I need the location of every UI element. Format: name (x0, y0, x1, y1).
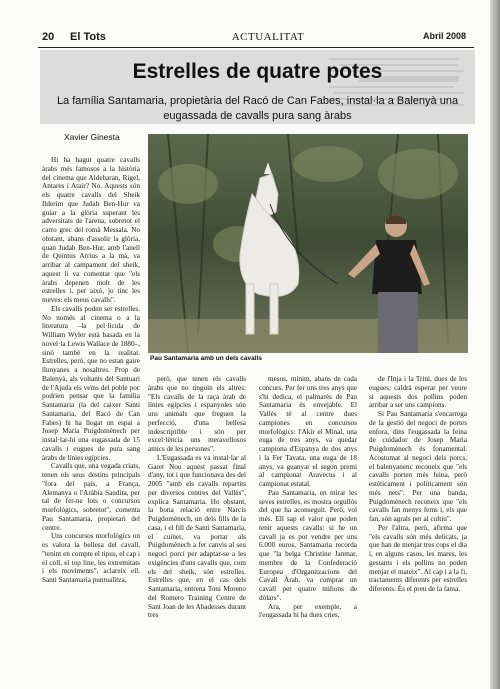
section-rubric: ACTUALITAT (231, 31, 305, 43)
paragraph: Pau Santamaria, en mirar les seves estrelles, es mostra orgullós del que ha aconseguit. Però, vol més. Ell sap el valor que poden tenir aquests cavalls: si he un cavall ja es pot vendre per uns 6.000 euros, Santamaria recorda que "la belga Christine Janmar, membre de la Confederació Europea d'Organitzacions del Cavall Àrab, va comprar un cavall per quatre milions de dòlars". (259, 488, 357, 602)
text-column-1 (42, 156, 140, 679)
article-subtitle: La família Santamaria, propietària del Racó de Can Fabes, instal·la a Balenyà una eugassada de cavalls pura sang àrabs (56, 95, 459, 122)
article-photo (148, 134, 468, 353)
publication-name: El Tots (70, 31, 106, 43)
photo-caption: Pau Santamaria amb un dels cavalls (150, 355, 262, 362)
text-column-4 (369, 375, 467, 679)
paragraph: L'Eugassada es va instal·lar al Garet Nou aquest passat final d'any, tot i que funcionava des del 2005 "amb els cavalls repartits per diversos centres del Vallès", explica Santamaria. Ho obstant, la bona relació entre Narcís Puigdomènech, un dels fills de la casa, i el fill de Santi Santamaria, el cuiner, va portar als Puigdomènech a fer canvis al seu negoci porcí per adaptar-se a les exigències d'uns cavalls que, com els del sheik, són estrelles. Estrelles que, en el cas dels Santamaria, entrena Toni Moreno del Romero Training Centre de Sant Joan de les Abadesses durant tres (148, 453, 246, 620)
paragraph: Ara, per exemple, a l'eugassada hi ha dues cries, (259, 602, 357, 620)
paragraph: però, que tenen els cavalls àrabs que no tinguin els altres: "Els cavalls de la raça àrab de línies egípcies i espanyoles són uns animals que freguen la perfecció, d'una bellesa indescriptible i són per excel·lència uns meravellosos amics de les persones". (148, 375, 246, 453)
paragraph: de l'Inja i la Trini, dues de les eugues; caldrà esperar per veure si aquests dos pollins poden arribar a ser uns campions. (369, 375, 467, 410)
header-rule (38, 47, 474, 48)
author-byline: Xavier Ginesta (64, 132, 120, 142)
paragraph: Hi ha hagut quatre cavalls àrabs més famosos a la història del cinema que Aldebaran, Rigel, Antares i Atair? No. Aquests són els quatre cavalls del Sheik Ilderim que Judah Ben-Hur va guiar a la glòria superant les adversitats de l'arena, sobretot el carro grec del romà Messala. No obstant, abans d'assolir la glòria, quan Judah Ben-Hur, amb l'anell de Quintus Arrius a la mà, va arribar al campament del sheik, aquest li va comentar que "els àrabs depenen molt de les estrelles i, per això, jo tinc les meves: els meus cavalls". (42, 156, 140, 304)
paragraph: Uns concursos morfològics on es valora la bellesa del cavall, "tenint en compte el tipus, el cap i el coll, el top line, les extremitats i els moviments", aclareix ell. Santi Santamaria puntualitza, (42, 532, 140, 584)
page-header (38, 30, 474, 46)
paragraph: Per l'altra, però, afirma que "els cavalls són més delicats, ja que han de menjar tres cops el dia i, en alguns casos, les mares, les gestants i els pollins no poden menjar el mateix". Al cap i a la fi, tractaments diferents per estrelles diferents. És el preu de la fama. (369, 523, 467, 593)
article-title: Estrelles de quatre potes (132, 60, 383, 83)
paragraph: mesos, mínim, abans de cada concurs. Per fer uns tres anys que s'hi dedica, el palmarès de Pau Santamaria és envejable. El Vallès té al centre dues campiones en concursos morfològics: l'Akir el Minal, una euga de tres anys, va quedar campiona d'Espanya de dos anys i la Fer Tavata, una euga de 18 anys, va guanyar el segon premi al campionat Aravecus i al campionat estatal. (259, 375, 357, 488)
text-column-3 (259, 375, 357, 679)
horse-and-man-illustration (148, 134, 468, 353)
issue-date: Abril 2008 (422, 31, 466, 41)
text-column-2 (148, 375, 246, 679)
page-number: 20 (42, 31, 55, 43)
paragraph: Cavalls que, una vegada criats, tenen els seus destins principals "fora del país, a França, Alemanya o l'Aràbia Saudita, per tal de fer-ne lots o concursos morfològics, sobretot", comenta Pau Santamaria, propietari del centre. (42, 462, 140, 532)
paragraph: Els cavalls poden ser estrelles. No només al cinema o a la literatura –la pel·lícula de William Wyler està basada en la novel·la Lewis Wallace de 1880–, sinó també en la realitat. Estrelles, però, que no estan gaire llunyanes a nosaltres. Prop de Balenyà, als voltants del Santuari de l'Ajuda els veïns del poble poc podrien pensar que la família Santamaria (la del caixer Santi Santamaria, del Racó de Can Fabes) hi ha llogat un espai a Josep Maria Puigdomènech per instal·lar-hi una eugassada de 15 cavalls i eugues de pura sang àrabs de línies egípcies. (42, 304, 140, 462)
paragraph: Si Pau Santamaria s'encarrega de la gestió del negoci de portes enfora, dins l'eugassada la feina de cuidador de Josep Maria Puigdomènech és fonamental. Acostumat al negoci dels porcs, el balenyanenc reconeix que "els cavalls porten més feina, però estèticament i políticament són més nets". Per una banda, Puigdomènech reconeix que "els cavalls fan menys fems i, els que fan, són agrals per al cultiu". (369, 410, 467, 523)
binding-edge (490, 0, 500, 689)
